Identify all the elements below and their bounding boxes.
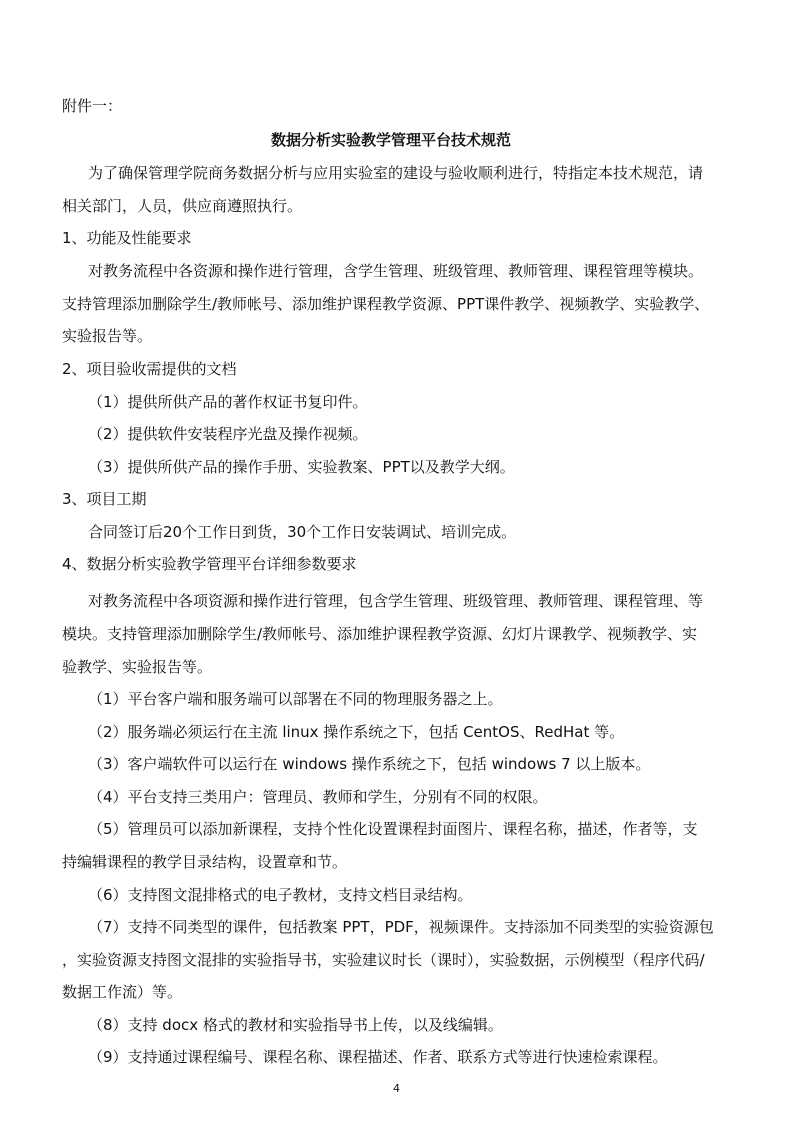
section-4-para-line-1: 对教务流程中各项资源和操作进行管理，包含学生管理、班级管理、教师管理、课程管理、等 xyxy=(88,592,704,610)
section-4-item-8: （8）支持 docx 格式的教材和实验指导书上传，以及线编辑。 xyxy=(88,1016,503,1034)
section-1-line-1: 对教务流程中各资源和操作进行管理，含学生管理、班级管理、教师管理、课程管理等模块。 xyxy=(88,262,704,280)
section-4-heading: 4、数据分析实验教学管理平台详细参数要求 xyxy=(62,555,357,573)
section-4-item-7-line-1: （7）支持不同类型的课件，包括教案 PPT，PDF，视频课件。支持添加不同类型的实验资源包 xyxy=(88,918,714,936)
section-4-item-9: （9）支持通过课程编号、课程名称、课程描述、作者、联系方式等进行快速检索课程。 xyxy=(88,1048,668,1066)
section-1-heading: 1、功能及性能要求 xyxy=(62,229,192,247)
section-4-item-5-line-1: （5）管理员可以添加新课程，支持个性化设置课程封面图片、课程名称，描述，作者等，支 xyxy=(88,820,698,838)
section-3-line-1: 合同签订后20个工作日到货，30个工作日安装调试、培训完成。 xyxy=(88,523,517,541)
section-2-heading: 2、项目验收需提供的文档 xyxy=(62,360,237,378)
section-4-para-line-3: 验教学、实验报告等。 xyxy=(62,658,213,676)
section-2-item-3: （3）提供所供产品的操作手册、实验教案、PPT以及教学大纲。 xyxy=(88,458,515,476)
section-1-line-2: 支持管理添加删除学生/教师帐号、添加维护课程教学资源、PPT课件教学、视频教学、实验教学、 xyxy=(62,295,710,313)
intro-line-2: 相关部门，人员，供应商遵照执行。 xyxy=(62,197,303,215)
section-2-item-2: （2）提供软件安装程序光盘及操作视频。 xyxy=(88,425,368,443)
section-1-line-3: 实验报告等。 xyxy=(62,327,153,345)
attachment-label: 附件一： xyxy=(62,97,123,115)
section-4-item-4: （4）平台支持三类用户：管理员、教师和学生，分别有不同的权限。 xyxy=(88,788,548,806)
section-4-item-2: （2）服务端必须运行在主流 linux 操作系统之下，包括 CentOS、RedHat 等。 xyxy=(88,723,625,741)
section-4-item-3: （3）客户端软件可以运行在 windows 操作系统之下，包括 windows 7 以上版本。 xyxy=(88,755,651,773)
section-4-item-1: （1）平台客户端和服务端可以部署在不同的物理服务器之上。 xyxy=(88,690,503,708)
section-4-para-line-2: 模块。支持管理添加删除学生/教师帐号、添加维护课程教学资源、幻灯片课教学、视频教学、实 xyxy=(62,625,698,643)
section-4-item-7-line-2: ，实验资源支持图文混排的实验指导书，实验建议时长（课时），实验数据，示例模型（程序代码/ xyxy=(62,951,705,969)
section-4-item-5-line-2: 持编辑课程的教学目录结构，设置章和节。 xyxy=(62,853,348,871)
section-3-heading: 3、项目工期 xyxy=(62,490,147,508)
intro-line-1: 为了确保管理学院商务数据分析与应用实验室的建设与验收顺利进行，特指定本技术规范，请 xyxy=(88,164,704,182)
section-4-item-7-line-3: 数据工作流）等。 xyxy=(62,983,183,1001)
document-title: 数据分析实验教学管理平台技术规范 xyxy=(271,131,512,149)
section-4-item-6: （6）支持图文混排格式的电子教材，支持文档目录结构。 xyxy=(88,886,473,904)
section-2-item-1: （1）提供所供产品的著作权证书复印件。 xyxy=(88,393,368,411)
page-number: 4 xyxy=(393,1082,400,1095)
